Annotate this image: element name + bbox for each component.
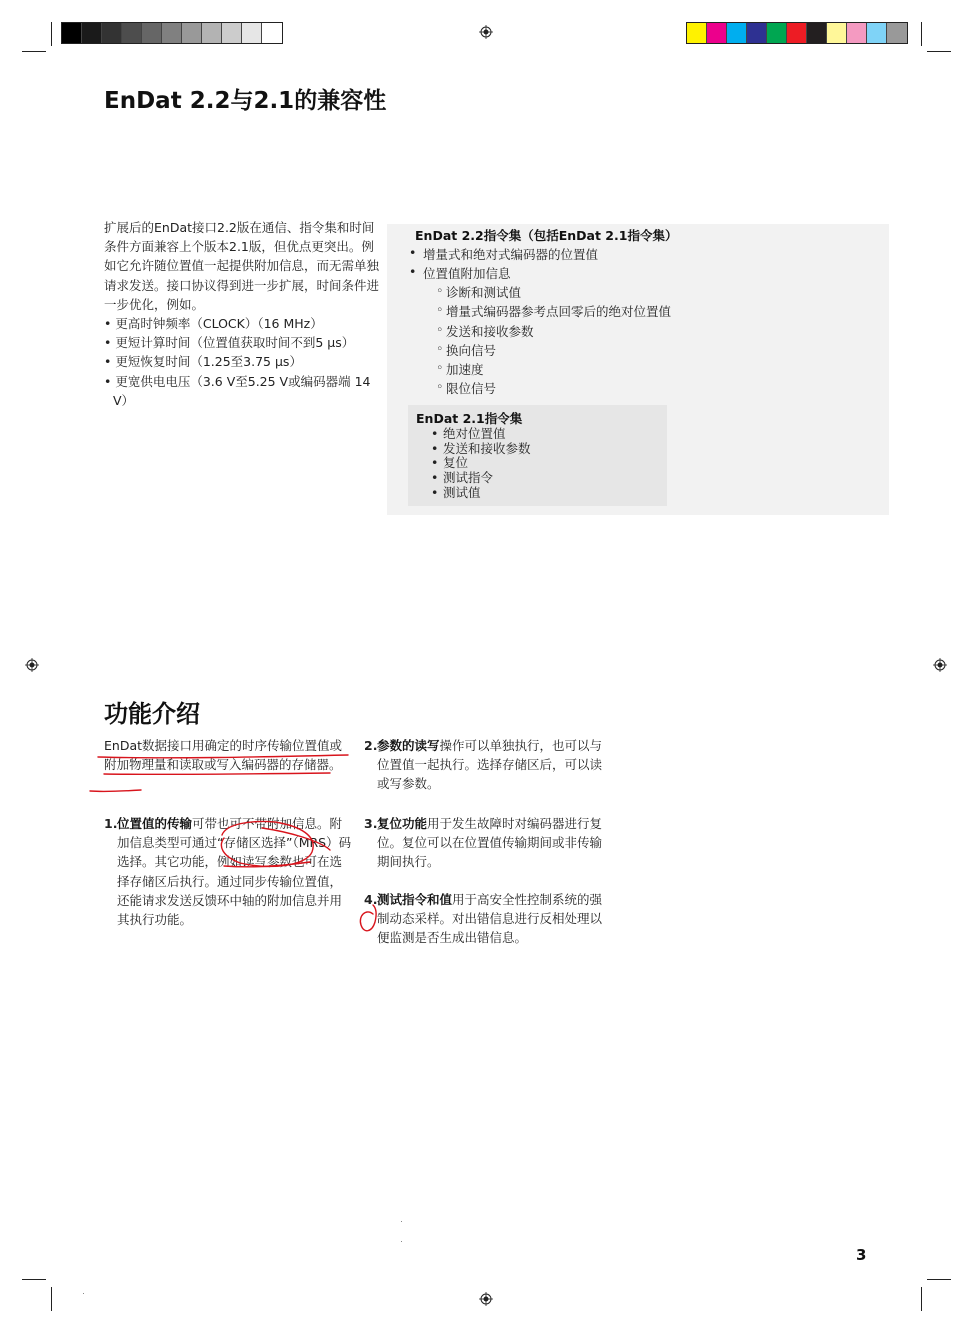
color-swatch bbox=[767, 23, 787, 43]
color-swatch bbox=[202, 23, 222, 43]
function-item bbox=[364, 814, 613, 872]
item-text: 用于高安全性控制系统的强制动态采样。对出错信息进行反相处理以便监测是否生成出错信息。 bbox=[377, 892, 603, 946]
functions-intro: EnDat数据接口用确定的时序传输位置值或附加物理量和读取或写入编码器的存储器。 bbox=[104, 738, 343, 773]
endat21-item: • 发送和接收参数 bbox=[443, 442, 531, 457]
item-text: 操作可以单独执行，也可以与位置值一起执行。选择存储区后，可以读或写参数。 bbox=[377, 738, 603, 792]
color-swatch bbox=[827, 23, 847, 43]
item-number: 2. bbox=[364, 738, 378, 753]
color-swatch bbox=[867, 23, 887, 43]
item-number: 3. bbox=[364, 816, 378, 831]
color-swatch bbox=[887, 23, 907, 43]
speck bbox=[401, 1221, 402, 1222]
crop-mark bbox=[22, 1279, 46, 1280]
crop-mark bbox=[921, 1287, 922, 1311]
crop-mark bbox=[51, 1287, 52, 1311]
page-number: 3 bbox=[856, 1246, 867, 1264]
color-swatch bbox=[847, 23, 867, 43]
function-item bbox=[364, 736, 613, 794]
color-bar bbox=[686, 22, 908, 44]
color-swatch bbox=[727, 23, 747, 43]
endat21-command-set-box bbox=[408, 405, 667, 506]
endat21-item: • 绝对位置值 bbox=[443, 427, 506, 442]
item-title: 复位功能 bbox=[377, 816, 428, 831]
section-heading: 功能介绍 bbox=[104, 700, 200, 728]
color-swatch bbox=[142, 23, 162, 43]
item-text: 用于发生故障时对编码器进行复位。复位可以在位置值传输期间或非传输期间执行。 bbox=[377, 816, 603, 870]
color-swatch bbox=[182, 23, 202, 43]
color-swatch bbox=[242, 23, 262, 43]
speck bbox=[401, 1241, 402, 1242]
endat21-item: • 测试指令 bbox=[443, 471, 493, 486]
speck bbox=[83, 1293, 84, 1294]
item-number: 1. bbox=[104, 816, 118, 831]
item-title: 测试指令和值 bbox=[377, 892, 453, 907]
endat22-command-set-box bbox=[387, 224, 889, 515]
color-swatch bbox=[122, 23, 142, 43]
color-swatch bbox=[807, 23, 827, 43]
gray-color-bar bbox=[61, 22, 283, 44]
endat22-item: • 位置值附加信息 bbox=[423, 264, 511, 282]
function-item bbox=[364, 890, 613, 948]
registration-mark-icon bbox=[479, 25, 493, 39]
color-swatch bbox=[787, 23, 807, 43]
intro-bullet: • 更宽供电电压（3.6 V至5.25 V或编码器端 14 V） bbox=[104, 373, 371, 408]
intro-bullet: • 更短恢复时间（1.25至3.75 µs） bbox=[104, 354, 302, 370]
endat21-item: • 复位 bbox=[443, 456, 468, 471]
color-swatch bbox=[82, 23, 102, 43]
item-title: 参数的读写 bbox=[377, 738, 440, 753]
endat22-subitem: ◦ 加速度 bbox=[446, 360, 484, 378]
color-swatch bbox=[747, 23, 767, 43]
intro-bullet: • 更高时钟频率（CLOCK）（16 MHz） bbox=[104, 316, 323, 332]
endat21-item: • 测试值 bbox=[443, 486, 481, 501]
color-swatch bbox=[222, 23, 242, 43]
intro-bullet: • 更短计算时间（位置值获取时间不到5 µs） bbox=[104, 335, 355, 351]
crop-mark bbox=[22, 51, 46, 52]
color-swatch bbox=[62, 23, 82, 43]
color-swatch bbox=[262, 23, 282, 43]
color-swatch bbox=[162, 23, 182, 43]
crop-mark bbox=[51, 22, 52, 46]
compatibility-intro bbox=[104, 218, 386, 410]
item-number: 4. bbox=[364, 892, 378, 907]
crop-mark bbox=[927, 1279, 951, 1280]
color-swatch bbox=[687, 23, 707, 43]
endat22-item: • 增量式和绝对式编码器的位置值 bbox=[423, 245, 598, 263]
color-swatch bbox=[102, 23, 122, 43]
endat22-subitem: ◦ 增量式编码器参考点回零后的绝对位置值 bbox=[446, 302, 671, 320]
endat22-subitem: ◦ 发送和接收参数 bbox=[446, 322, 534, 340]
item-text: 可带也可不带附加信息。附加信息类型可通过“存储区选择”（MRS）码选择。其它功能，例如读写参数也可在选择存储区后执行。通过同步传输位置值，还能请求发送反馈环中轴的附加信息并用其执行功能。 bbox=[117, 816, 352, 928]
endat22-subitem: ◦ 限位信号 bbox=[446, 379, 496, 397]
item-title: 位置值的传输 bbox=[117, 816, 193, 831]
endat21-heading: EnDat 2.1指令集 bbox=[416, 411, 523, 426]
intro-paragraph: 扩展后的EnDat接口2.2版在通信、指令集和时间条件方面兼容上个版本2.1版，但优点更突出。例如它允许随位置值一起提供附加信息，而无需单独请求发送。接口协议得到进一步扩展，时间条件进一步优化，例如。 bbox=[104, 220, 380, 312]
endat22-subitem: ◦ 诊断和测试值 bbox=[446, 283, 521, 301]
registration-mark-icon bbox=[933, 658, 947, 672]
page-title: EnDat 2.2与2.1的兼容性 bbox=[104, 88, 387, 114]
crop-mark bbox=[927, 51, 951, 52]
underline-mark bbox=[90, 790, 141, 791]
endat22-subitem: ◦ 换向信号 bbox=[446, 341, 496, 359]
registration-mark-icon bbox=[479, 1292, 493, 1306]
registration-mark-icon bbox=[25, 658, 39, 672]
crop-mark bbox=[921, 22, 922, 46]
endat22-heading: EnDat 2.2指令集（包括EnDat 2.1指令集） bbox=[415, 228, 678, 243]
function-item bbox=[104, 814, 353, 929]
color-swatch bbox=[707, 23, 727, 43]
